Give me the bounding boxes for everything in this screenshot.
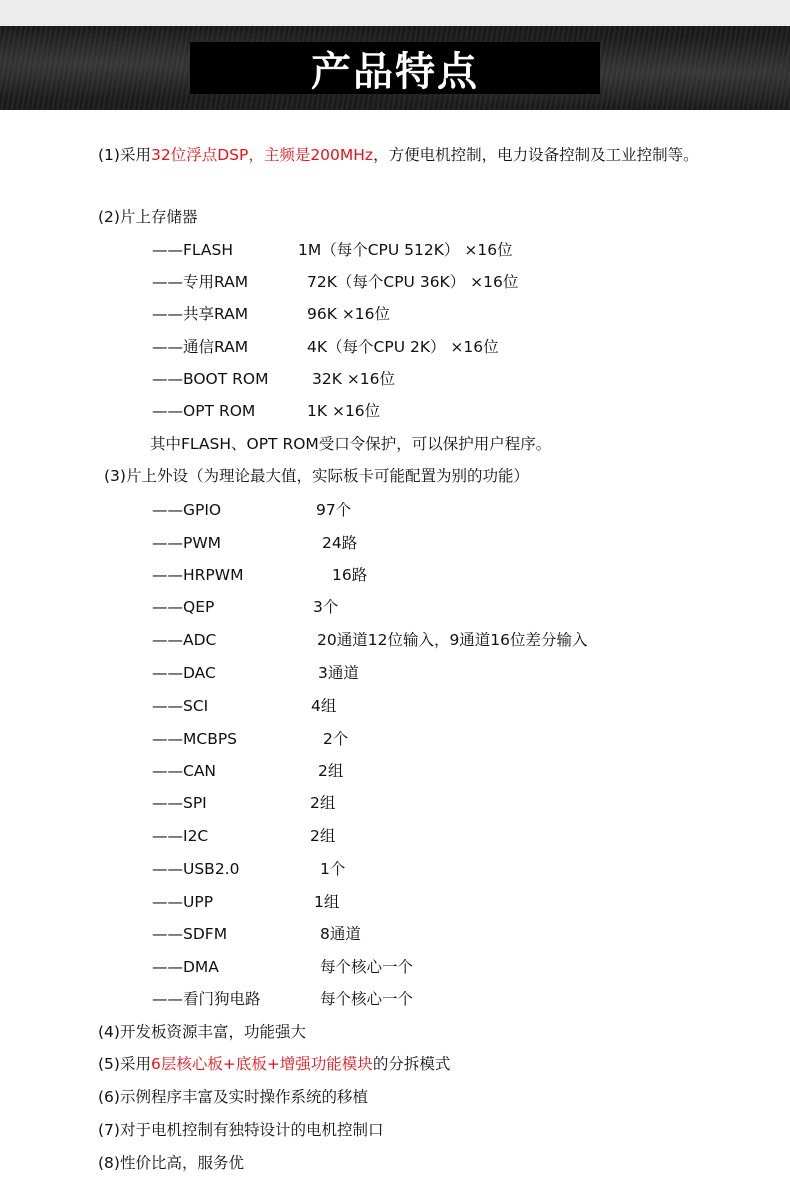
feature-5-prefix: (5)采用 [98, 1055, 151, 1073]
peripheral-value: 3个 [313, 598, 339, 616]
peripheral-value: 每个核心一个 [320, 958, 414, 976]
memory-value: 96K ×16位 [307, 305, 391, 323]
feature-5 [98, 1048, 450, 1080]
peripheral-name: ——UPP [152, 893, 214, 911]
feature-list [0, 110, 790, 1201]
memory-name: ——共享RAM [152, 305, 249, 323]
feature-8: (8)性价比高，服务优 [98, 1154, 244, 1172]
feature-1-suffix: ，方便电机控制，电力设备控制及工业控制等。 [373, 146, 699, 164]
feature-3-heading: (3)片上外设（为理论最大值，实际板卡可能配置为别的功能） [104, 467, 529, 485]
peripheral-value: 2组 [310, 827, 336, 845]
peripheral-name: ——QEP [152, 598, 215, 616]
peripheral-value: 1组 [314, 893, 340, 911]
peripheral-name: ——PWM [152, 534, 222, 552]
peripheral-value: 20通道12位输入，9通道16位差分输入 [317, 631, 588, 649]
peripheral-name: ——I2C [152, 827, 209, 845]
peripheral-name: ——SCI [152, 697, 209, 715]
feature-1 [98, 139, 708, 171]
feature-5-suffix: 的分拆模式 [372, 1055, 451, 1073]
peripheral-name: ——DMA [152, 958, 219, 976]
peripheral-name: ——ADC [152, 631, 217, 649]
feature-1-highlight: 32位浮点DSP，主频是200MHz [150, 146, 374, 164]
memory-note: 其中FLASH、OPT ROM受口令保护，可以保护用户程序。 [150, 435, 552, 453]
feature-4: (4)开发板资源丰富，功能强大 [98, 1023, 306, 1041]
memory-name: ——专用RAM [152, 273, 249, 291]
peripheral-value: 1个 [320, 860, 346, 878]
memory-name: ——FLASH [152, 241, 234, 259]
memory-name: ——BOOT ROM [152, 370, 269, 388]
peripheral-name: ——看门狗电路 [152, 990, 261, 1008]
peripheral-value: 2组 [310, 794, 336, 812]
peripheral-name: ——CAN [152, 762, 217, 780]
memory-name: ——通信RAM [152, 338, 249, 356]
peripheral-value: 16路 [332, 566, 368, 584]
peripheral-value: 每个核心一个 [320, 990, 414, 1008]
peripheral-value: 4组 [311, 697, 337, 715]
feature-2-heading: (2)片上存储器 [98, 208, 198, 226]
peripheral-value: 24路 [322, 534, 358, 552]
memory-value: 1K ×16位 [307, 402, 381, 420]
peripheral-value: 8通道 [320, 925, 361, 943]
feature-1-prefix: (1)采用 [98, 146, 151, 164]
peripheral-name: ——USB2.0 [152, 860, 240, 878]
peripheral-name: ——MCBPS [152, 730, 238, 748]
memory-value: 4K（每个CPU 2K） ×16位 [307, 338, 499, 356]
memory-value: 32K ×16位 [312, 370, 396, 388]
title-banner [0, 26, 790, 110]
peripheral-value: 2组 [318, 762, 344, 780]
feature-5-highlight: 6层核心板+底板+增强功能模块 [150, 1055, 373, 1073]
feature-7: (7)对于电机控制有独特设计的电机控制口 [98, 1121, 384, 1139]
memory-value: 1M（每个CPU 512K） ×16位 [298, 241, 513, 259]
top-strip [0, 0, 790, 26]
peripheral-name: ——DAC [152, 664, 216, 682]
peripheral-value: 97个 [316, 501, 352, 519]
peripheral-value: 2个 [323, 730, 349, 748]
peripheral-name: ——SPI [152, 794, 207, 812]
memory-value: 72K（每个CPU 36K） ×16位 [307, 273, 519, 291]
peripheral-name: ——HRPWM [152, 566, 244, 584]
peripheral-name: ——SDFM [152, 925, 228, 943]
peripheral-name: ——GPIO [152, 501, 222, 519]
memory-name: ——OPT ROM [152, 402, 256, 420]
peripheral-value: 3通道 [318, 664, 359, 682]
banner-title: 产品特点 [311, 47, 479, 95]
feature-6: (6)示例程序丰富及实时操作系统的移植 [98, 1088, 368, 1106]
